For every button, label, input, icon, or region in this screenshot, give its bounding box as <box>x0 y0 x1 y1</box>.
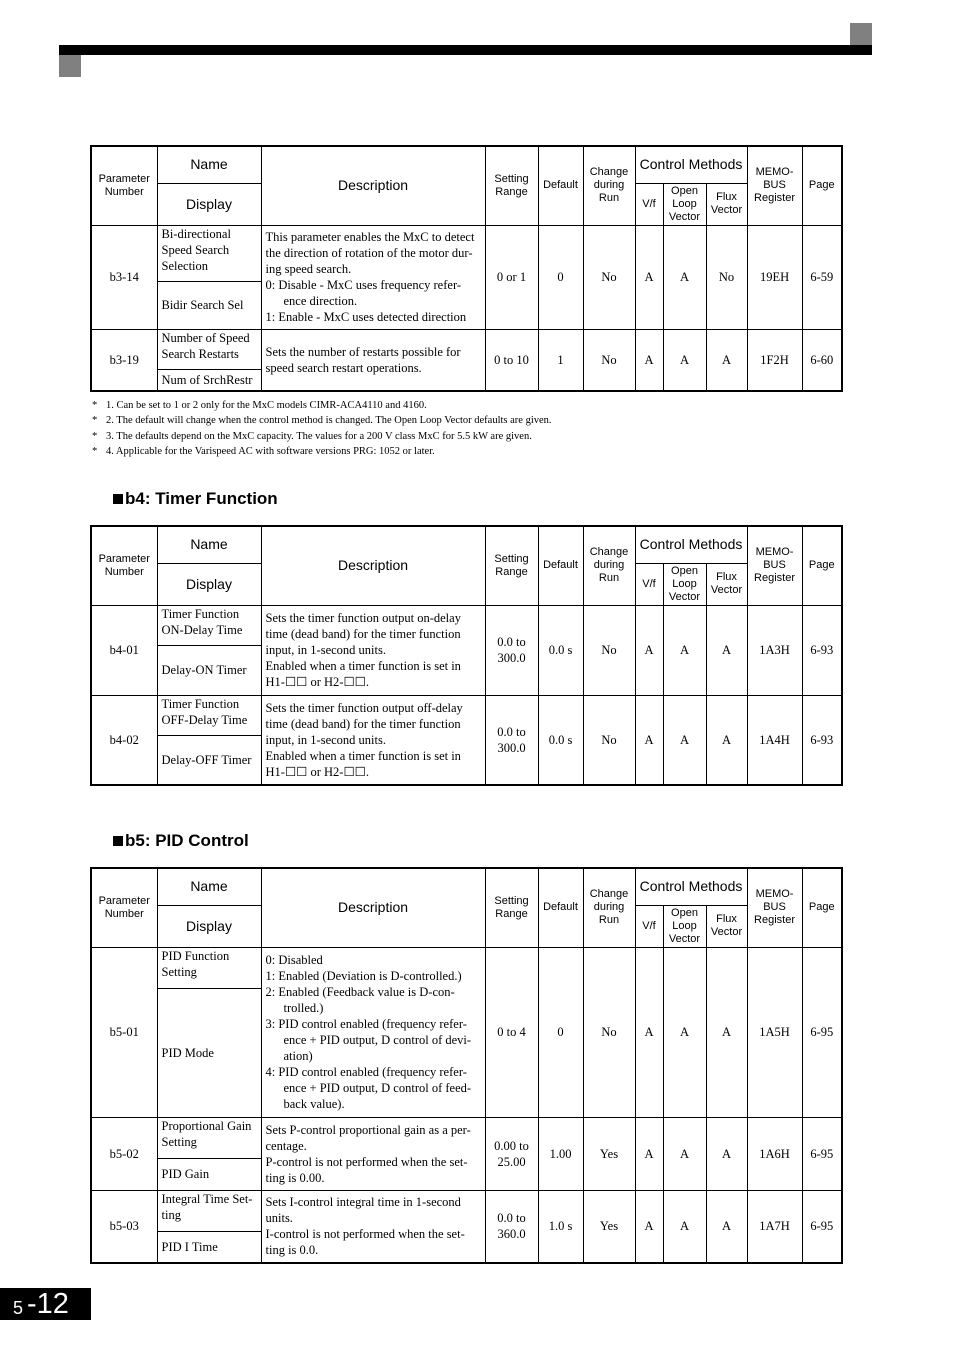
memobus-register: 1A6H <box>747 1117 802 1190</box>
param-name: Proportional Gain Setting <box>157 1117 261 1158</box>
header-control-methods: Control Methods <box>635 526 747 563</box>
desc-item: 0: Disable - MxC uses frequency refer-ence direction. <box>265 278 462 308</box>
memobus-register: 1A4H <box>747 695 802 785</box>
default-value: 1.0 s <box>538 1190 583 1263</box>
header-bar <box>59 45 872 55</box>
header-memobus: MEMO-BUS Register <box>747 868 802 947</box>
section-bullet <box>113 494 123 504</box>
page-ref: 6-93 <box>802 605 842 695</box>
footnote-text: 3. The defaults depend on the MxC capacity. The values for a 200 V class MxC for 5.5 kW are given. <box>106 430 532 442</box>
header-page: Page <box>802 146 842 225</box>
method-olv: A <box>663 225 706 329</box>
param-number: b4-01 <box>91 605 157 695</box>
method-olv: A <box>663 605 706 695</box>
footnote-text: 4. Applicable for the Varispeed AC with software versions PRG: 1052 or later. <box>106 445 435 457</box>
header-memobus: MEMO-BUS Register <box>747 526 802 605</box>
page-ref: 6-95 <box>802 1117 842 1190</box>
method-fv: A <box>706 1190 747 1263</box>
header-vf: V/f <box>635 183 663 225</box>
header-default: Default <box>538 526 583 605</box>
footnote <box>92 398 552 413</box>
method-fv: No <box>706 225 747 329</box>
footnote-text: 1. Can be set to 1 or 2 only for the MxC models CIMR-ACA4110 and 4160. <box>106 400 427 411</box>
method-olv: A <box>663 1117 706 1190</box>
page-ref: 6-60 <box>802 329 842 391</box>
method-olv: A <box>663 947 706 1117</box>
param-display: Bidir Search Sel <box>157 281 261 329</box>
section-bullet <box>113 836 123 846</box>
param-display: PID I Time <box>157 1231 261 1263</box>
desc-item: 0: Disabled <box>265 953 323 967</box>
header-setting-range: Setting Range <box>485 526 538 605</box>
header-default: Default <box>538 146 583 225</box>
header-param-number: Parameter Number <box>91 868 157 947</box>
method-vf: A <box>635 605 663 695</box>
setting-range: 0 to 4 <box>485 947 538 1117</box>
param-display: Num of SrchRestr <box>157 369 261 391</box>
footnote-mark: * <box>92 400 98 411</box>
default-value: 0.0 s <box>538 605 583 695</box>
setting-range: 0.0 to 360.0 <box>485 1190 538 1263</box>
header-open-loop-vector: Open Loop Vector <box>663 563 706 605</box>
default-value: 1 <box>538 329 583 391</box>
header-description: Description <box>261 146 485 225</box>
header-name: Name <box>157 526 261 563</box>
param-display: Delay-OFF Timer <box>157 735 261 785</box>
desc-text: Sets the number of restarts possible for speed search restart operations. <box>265 344 461 375</box>
header-name: Name <box>157 868 261 905</box>
change-during-run: No <box>583 947 635 1117</box>
desc-item: 1: Enable - MxC uses detected direction <box>265 310 467 324</box>
parameter-table-b3 <box>90 145 843 392</box>
header-memobus: MEMO-BUS Register <box>747 146 802 225</box>
header-flux-vector: Flux Vector <box>706 563 747 605</box>
header-square-right <box>850 23 872 45</box>
header-display: Display <box>157 905 261 947</box>
param-description <box>261 329 485 391</box>
header-page: Page <box>802 526 842 605</box>
default-value: 0.0 s <box>538 695 583 785</box>
method-vf: A <box>635 1117 663 1190</box>
header-page: Page <box>802 868 842 947</box>
header-default: Default <box>538 868 583 947</box>
section-heading-b4 <box>113 489 278 509</box>
param-description <box>261 947 485 1117</box>
footnote-mark: * <box>92 445 98 457</box>
param-name: Number of Speed Search Restarts <box>157 329 261 369</box>
header-square-left <box>59 55 81 77</box>
desc-item: 3: PID control enabled (frequency refer-ence + PID output, D control of devi-ation) <box>265 1017 472 1063</box>
param-number: b5-03 <box>91 1190 157 1263</box>
param-description: Sets I-control integral time in 1-second units. I-control is not performed when the set-ting is 0.0. <box>261 1190 485 1263</box>
header-flux-vector: Flux Vector <box>706 905 747 947</box>
footnotes <box>92 398 552 459</box>
method-olv: A <box>663 1190 706 1263</box>
footnote-mark: * <box>92 430 98 442</box>
method-fv: A <box>706 1117 747 1190</box>
param-display: PID Gain <box>157 1158 261 1190</box>
header-param-number: Parameter Number <box>91 146 157 225</box>
desc-item: 2: Enabled (Feedback value is D-con-trolled.) <box>265 985 455 1015</box>
header-description: Description <box>261 526 485 605</box>
header-change-during-run: Change during Run <box>583 146 635 225</box>
page-number: -12 <box>27 1288 69 1320</box>
footnote-text: 2. The default will change when the control method is changed. The Open Loop Vector defaults are given. <box>106 415 552 427</box>
param-number: b5-01 <box>91 947 157 1117</box>
header-setting-range: Setting Range <box>485 146 538 225</box>
method-olv: A <box>663 329 706 391</box>
param-name: Bi-directional Speed Search Selection <box>157 225 261 281</box>
footnote <box>92 413 552 428</box>
page-ref: 6-93 <box>802 695 842 785</box>
method-vf: A <box>635 225 663 329</box>
header-change-during-run: Change during Run <box>583 868 635 947</box>
page-number-box <box>0 1288 91 1320</box>
default-value: 0 <box>538 947 583 1117</box>
method-fv: A <box>706 695 747 785</box>
section-title: b4: Timer Function <box>125 489 278 508</box>
param-name: Integral Time Set-ting <box>157 1190 261 1231</box>
param-description <box>261 225 485 329</box>
change-during-run: No <box>583 329 635 391</box>
param-description: Sets the timer function output on-delay time (dead band) for the timer function input, in 1-second units. Enabled when a timer function is set in H1-☐☐ or H2-☐☐. <box>261 605 485 695</box>
method-fv: A <box>706 329 747 391</box>
header-display: Display <box>157 183 261 225</box>
header-open-loop-vector: Open Loop Vector <box>663 905 706 947</box>
footnote <box>92 429 552 444</box>
memobus-register: 1A3H <box>747 605 802 695</box>
param-description: Sets the timer function output off-delay time (dead band) for the timer function input, in 1-second units. Enabled when a timer function is set in H1-☐☐ or H2-☐☐. <box>261 695 485 785</box>
setting-range: 0.0 to 300.0 <box>485 695 538 785</box>
memobus-register: 1F2H <box>747 329 802 391</box>
memobus-register: 1A5H <box>747 947 802 1117</box>
param-description: Sets P-control proportional gain as a per-centage. P-control is not performed when the set-ting is 0.00. <box>261 1117 485 1190</box>
desc-item: 4: PID control enabled (frequency refer-ence + PID output, D control of feed-back value). <box>265 1065 472 1111</box>
param-name: Timer Function OFF-Delay Time <box>157 695 261 735</box>
setting-range: 0 to 10 <box>485 329 538 391</box>
header-display: Display <box>157 563 261 605</box>
method-vf: A <box>635 695 663 785</box>
method-fv: A <box>706 605 747 695</box>
desc-text: This parameter enables the MxC to detect the direction of rotation of the motor dur-ing speed search. <box>265 230 475 276</box>
method-vf: A <box>635 329 663 391</box>
footnote-mark: * <box>92 415 98 427</box>
header-open-loop-vector: Open Loop Vector <box>663 183 706 225</box>
header-flux-vector: Flux Vector <box>706 183 747 225</box>
parameter-table-b5 <box>90 867 843 1264</box>
method-fv: A <box>706 947 747 1117</box>
method-vf: A <box>635 947 663 1117</box>
method-vf: A <box>635 1190 663 1263</box>
parameter-table-b4 <box>90 525 843 786</box>
header-change-during-run: Change during Run <box>583 526 635 605</box>
header-setting-range: Setting Range <box>485 868 538 947</box>
header-param-number: Parameter Number <box>91 526 157 605</box>
section-title: b5: PID Control <box>125 831 249 850</box>
param-display: Delay-ON Timer <box>157 645 261 695</box>
param-display: PID Mode <box>157 988 261 1117</box>
param-number: b3-19 <box>91 329 157 391</box>
header-vf: V/f <box>635 563 663 605</box>
page-ref: 6-95 <box>802 1190 842 1263</box>
change-during-run: Yes <box>583 1117 635 1190</box>
section-heading-b5 <box>113 831 249 851</box>
param-name: Timer Function ON-Delay Time <box>157 605 261 645</box>
desc-item: 1: Enabled (Deviation is D-controlled.) <box>265 969 462 983</box>
memobus-register: 1A7H <box>747 1190 802 1263</box>
param-name: PID Function Setting <box>157 947 261 988</box>
param-number: b5-02 <box>91 1117 157 1190</box>
page-ref: 6-95 <box>802 947 842 1117</box>
header-control-methods: Control Methods <box>635 868 747 905</box>
header-description: Description <box>261 868 485 947</box>
page-ref: 6-59 <box>802 225 842 329</box>
footnote <box>92 444 552 459</box>
default-value: 0 <box>538 225 583 329</box>
change-during-run: No <box>583 225 635 329</box>
setting-range: 0.00 to 25.00 <box>485 1117 538 1190</box>
memobus-register: 19EH <box>747 225 802 329</box>
change-during-run: No <box>583 605 635 695</box>
default-value: 1.00 <box>538 1117 583 1190</box>
header-vf: V/f <box>635 905 663 947</box>
chapter-number: 5 <box>13 1298 24 1318</box>
method-olv: A <box>663 695 706 785</box>
param-number: b4-02 <box>91 695 157 785</box>
setting-range: 0.0 to 300.0 <box>485 605 538 695</box>
header-control-methods: Control Methods <box>635 146 747 183</box>
setting-range: 0 or 1 <box>485 225 538 329</box>
param-number: b3-14 <box>91 225 157 329</box>
header-name: Name <box>157 146 261 183</box>
change-during-run: Yes <box>583 1190 635 1263</box>
change-during-run: No <box>583 695 635 785</box>
